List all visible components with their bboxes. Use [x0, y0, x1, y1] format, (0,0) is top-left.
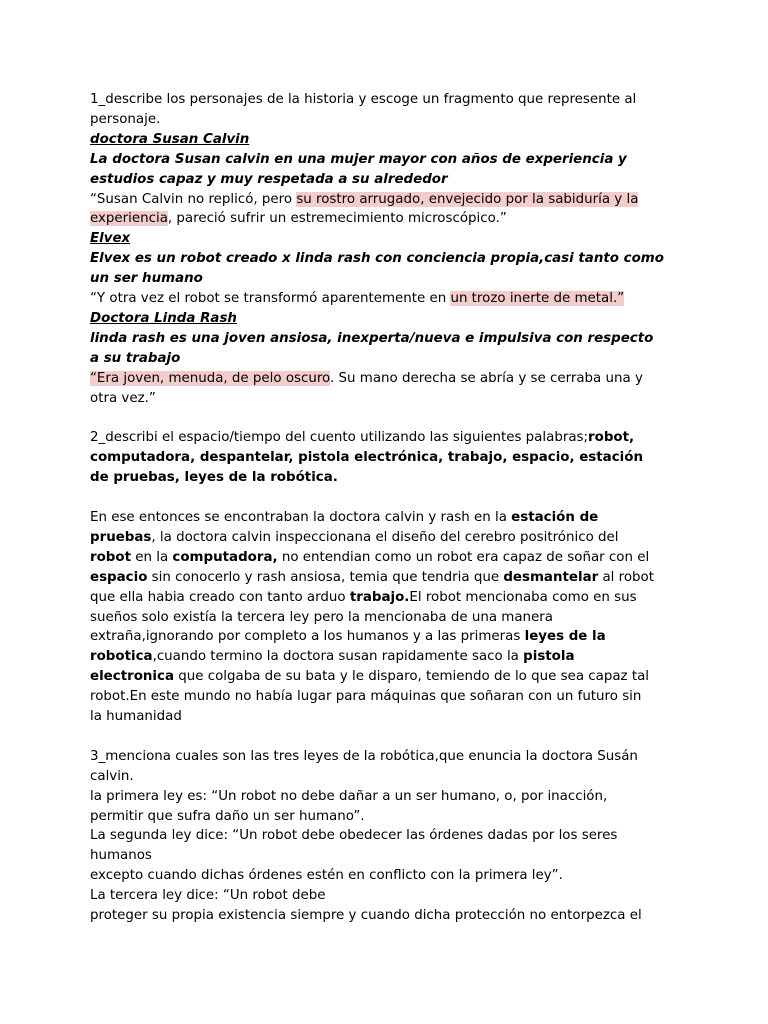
rash-quote-line-1: [90, 369, 680, 389]
answer-2-line-5: [90, 588, 680, 608]
first-law-line-2: permitir que sufra daño un ser humano”.: [90, 808, 365, 824]
question-2-line-3: de pruebas, leyes de la robótica.: [90, 470, 338, 486]
answer-2-line-4: [90, 568, 680, 588]
answer-2-line-1: [90, 508, 680, 528]
rash-quote-text: . Su mano derecha se abría y se cerraba una y: [330, 370, 643, 386]
answer-text: ,cuando termino la doctora susan rapidamente saco la: [152, 649, 524, 665]
second-law-line-2: humanos: [90, 848, 152, 864]
rash-quote-line-2: otra vez.”: [90, 390, 156, 406]
calvin-quote-text: “Susan Calvin no replicó, pero: [90, 191, 297, 207]
answer-keyword: trabajo.: [349, 589, 410, 605]
answer-keyword: estación de: [511, 510, 599, 525]
question-2-line-2: computadora, despantelar, pistola electrónica, trabajo, espacio, estación: [90, 450, 643, 466]
calvin-quote-line-1: [90, 190, 680, 210]
answer-2-line-6: sueños solo existía la tercera ley pero la mencionaba de una manera: [90, 609, 553, 625]
question-3-line-1: 3_menciona cuales son las tres leyes de la robótica,que enuncia la doctora Susán: [90, 748, 638, 764]
calvin-quote-line-2: [90, 209, 680, 229]
rash-description-line-1: linda rash es una joven ansiosa, inexperta/nueva e impulsiva con respecto: [90, 330, 654, 346]
question-2-line-1: [90, 428, 680, 448]
answer-text: extraña,ignorando por completo a los humanos y a las primeras: [90, 629, 525, 645]
answer-text: en la: [131, 549, 173, 565]
answer-text: sin conocerlo y rash ansiosa, temia que tendria que: [147, 569, 504, 585]
spacer: [90, 727, 680, 747]
calvin-description-line-2: estudios capaz y muy respetada a su alrededor: [90, 171, 448, 187]
document-page: [90, 90, 680, 926]
answer-keyword: robot: [90, 549, 131, 565]
question-1-line-1: 1_describe los personajes de la historia y escoge un fragmento que represente al: [90, 92, 637, 107]
answer-keyword: desmantelar: [503, 569, 599, 585]
heading-susan-calvin: doctora Susan Calvin: [90, 131, 250, 147]
answer-keyword: robotica: [90, 649, 153, 665]
answer-text: que ella habia creado con tanto arduo: [90, 589, 350, 605]
heading-linda-rash: Doctora Linda Rash: [90, 310, 237, 326]
calvin-quote-highlight: experiencia: [90, 211, 168, 227]
first-law-line-1: la primera ley es: “Un robot no debe dañar a un ser humano, o, por inacción,: [90, 788, 608, 804]
elvex-quote-highlight: un trozo inerte de metal.”: [450, 291, 625, 307]
calvin-quote-text: , pareció sufrir un estremecimiento microscópico.”: [167, 211, 507, 227]
elvex-description-line-1: Elvex es un robot creado x linda rash con conciencia propia,casi tanto como: [90, 251, 664, 267]
answer-keyword: pistola: [523, 649, 575, 665]
answer-text: En ese entonces se encontraban la doctora calvin y rash en la: [90, 510, 512, 525]
answer-2-line-9: [90, 667, 680, 687]
answer-text: , la doctora calvin inspeccionana el diseño del cerebro positrónico del: [151, 529, 619, 545]
question-2-text: 2_describi el espacio/tiempo del cuento utilizando las siguientes palabras;: [90, 430, 589, 446]
second-law-line-3: excepto cuando dichas órdenes estén en conflicto con la primera ley”.: [90, 868, 563, 884]
answer-keyword: espacio: [90, 569, 148, 585]
rash-description-line-2: a su trabajo: [90, 350, 181, 366]
answer-keyword: leyes de la: [524, 629, 606, 645]
spacer: [90, 488, 680, 508]
answer-2-line-8: [90, 647, 680, 667]
rash-quote-highlight: “Era joven, menuda, de pelo oscuro: [90, 370, 331, 386]
third-law-line-1: La tercera ley dice: “Un robot debe: [90, 888, 326, 904]
answer-2-line-11: la humanidad: [90, 709, 182, 725]
answer-2-line-2: [90, 528, 680, 548]
answer-2-line-10: robot.En este mundo no había lugar para máquinas que soñaran con un futuro sin: [90, 689, 642, 705]
answer-keyword: pruebas: [90, 529, 152, 545]
answer-keyword: computadora,: [172, 549, 278, 565]
answer-2-line-3: [90, 548, 680, 568]
calvin-description-line-1: La doctora Susan calvin en una mujer mayor con años de experiencia y: [90, 151, 627, 167]
question-1-line-2: personaje.: [90, 111, 161, 127]
answer-text: no entendian como un robot era capaz de soñar con el: [277, 549, 650, 565]
elvex-quote-text: “Y otra vez el robot se transformó aparentemente en: [90, 291, 451, 307]
answer-text: que colgaba de su bata y le disparo, temiendo de lo que sea capaz tal: [174, 669, 650, 685]
answer-text: El robot mencionaba como en sus: [409, 589, 637, 605]
answer-keyword: electronica: [90, 669, 174, 685]
answer-2-line-7: [90, 627, 680, 647]
second-law-line-1: La segunda ley dice: “Un robot debe obedecer las órdenes dadas por los seres: [90, 828, 618, 844]
answer-text: al robot: [598, 569, 655, 585]
question-2-keyword: robot,: [588, 430, 635, 446]
third-law-line-2: proteger su propia existencia siempre y cuando dicha protección no entorpezca el: [90, 908, 642, 924]
elvex-quote-line: [90, 289, 680, 309]
question-3-line-2: calvin.: [90, 768, 134, 784]
spacer: [90, 409, 680, 429]
calvin-quote-highlight: su rostro arrugado, envejecido por la sabiduría y la: [296, 191, 639, 207]
elvex-description-line-2: un ser humano: [90, 271, 203, 287]
heading-elvex: Elvex: [90, 231, 131, 247]
